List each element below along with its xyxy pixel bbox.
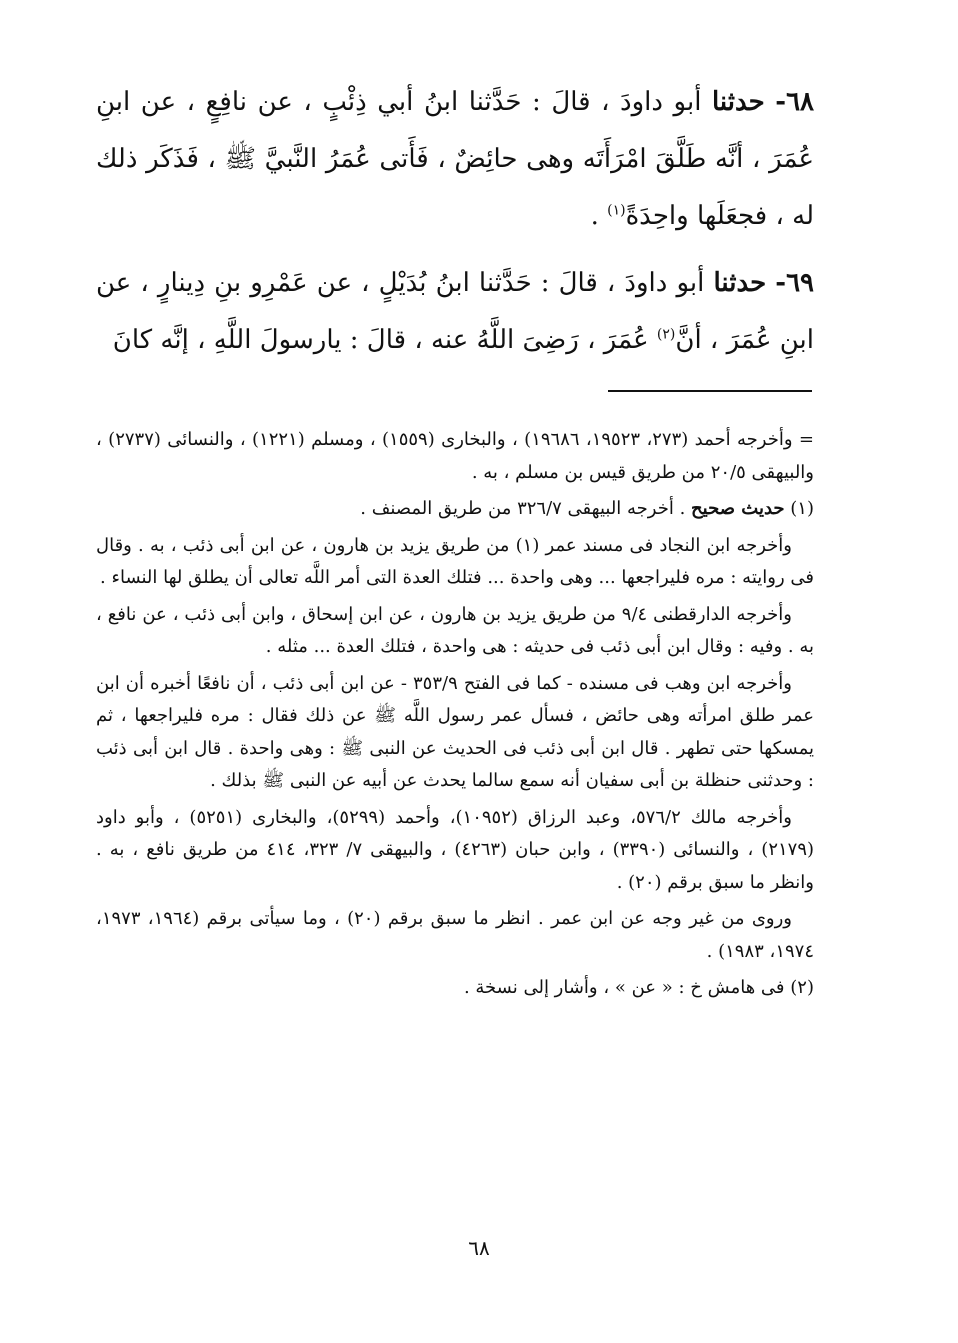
footnote-text: = وأخرجه أحمد (٢٧٣، ١٩٥٢٣، ١٩٦٨٦) ، والبخارى (١٥٥٩) ، ومسلم (١٢٢١) ، والنسائى (٢٧٣٧) ، والبيهقى ٢٠/٥ من طريق قيس بن مسلم ، به . [96,429,815,483]
footnote-paragraph [96,903,814,968]
hadith-tail: . [590,201,608,231]
hadith-text: أبو داودَ ، قالَ : حَدَّثنا ابنُ بُدَيْلٍ ، عن عَمْرِو بنِ دِينارٍ ، عن ابنِ عُمَرَ ، أنَّ [96,268,814,355]
hadith-lead-word: حدثنا [713,268,767,298]
footnote-separator [608,390,812,392]
grading-label: حديث صحيح [691,498,785,519]
footnote-paragraph [96,668,814,798]
main-text [96,74,814,379]
footnote-text: وأخرجه ابن النجاد فى مسند عمر (١) من طريق يزيد بن هارون ، عن ابن أبى ذئب ، به . وقال فى روايته : مره فليراجعها ... وهى واحدة ... فتلك العدة التى أمر اللَّه تعالى أن يطلق لها النساء . [96,534,814,588]
footnote-1 [96,493,814,526]
footnote-text: فى هامش خ : « عن » ، وأشار إلى نسخة . [463,977,785,998]
footnotes [96,424,814,1009]
footnote-2 [96,972,814,1005]
hadith-text-continued: عُمَرَ ، رَضِىَ اللَّهُ عنه ، قالَ : يارسولَ اللَّهِ ، إنَّه كانَ [112,325,657,355]
footnote-marker-1: (١) [607,202,626,219]
footnote-paragraph [96,599,814,664]
footnote-label: (١) [790,498,814,519]
hadith-text: أبو داودَ ، قالَ : حَدَّثنا ابنُ أبي ذِئْبٍ ، عن نافِعٍ ، عن ابنِ عُمَرَ ، أنَّه طَلَّقَ امْرَأَتَه وهى حائِضٌ ، فَأَتى عُمَرُ النَّبيَّ ﷺ ، فَذَكَر ذلك له ، فجعَلَها واحِدَةً [96,87,814,231]
footnote-paragraph [96,530,814,595]
footnote-text: وأخرجه ابن وهب فى مسنده - كما فى الفتح ٣٥٣/٩ - عن ابن أبى ذئب ، أن نافعًا أخبره أن ابن عمر طلق امرأته وهى حائض ، فسأل عمر رسول اللَّه ﷺ عن ذلك فقال : مره فليراجعها ، ثم يمسكها حتى تطهر . قال ابن أبى ذئب فى الحديث عن النبى ﷺ : وهى واحدة . قال ابن أبى ذئب : وحدثنى حنظلة بن أبى سفيان أنه سمع سالما يحدث عن أبيه عن النبى ﷺ بذلك . [96,672,814,791]
hadith-lead-word: حدثنا [712,87,765,117]
footnote-text: وأخرجه مالك ٥٧٦/٢، وعبد الرزاق (١٠٩٥٢)، وأحمد (٥٢٩٩)، والبخارى (٥٢٥١) ، وأبو داود (٢١٧٩) ، والنسائى (٣٣٩٠) ، وابن حبان (٤٢٦٣) ، والبيهقى ٧/ ٣٢٣، ٤١٤ من طريق نافع ، به . وانظر ما سبق برقم (٢٠) . [96,806,815,893]
footnote-text: . أخرجه البيهقى ٣٢٦/٧ من طريق المصنف . [360,498,686,519]
footnote-marker-2: (٢) [656,326,676,343]
footnote-continuation [96,424,814,489]
page-number: ٦٨ [468,1236,490,1260]
hadith-69 [96,255,814,369]
hadith-68 [96,74,814,245]
hadith-number: ٦٩- [775,268,815,298]
footnote-paragraph [96,802,814,900]
footnote-text: وروى من غير وجه عن ابن عمر . انظر ما سبق برقم (٢٠) ، وما سيأتى برقم (١٩٦٤، ١٩٧٣، ١٩٧٤، ١٩٨٣) . [96,908,814,962]
footnote-text: وأخرجه الدارقطنى ٩/٤ من طريق يزيد بن هارون ، عن ابن إسحاق ، وابن أبى ذئب ، عن نافع ، به . وفيه : وقال ابن أبى ذئب فى حديثه : هى واحدة ، فتلك العدة ... مثله . [96,603,814,657]
footnote-label: (٢) [790,977,814,998]
hadith-number: ٦٨- [775,87,815,117]
